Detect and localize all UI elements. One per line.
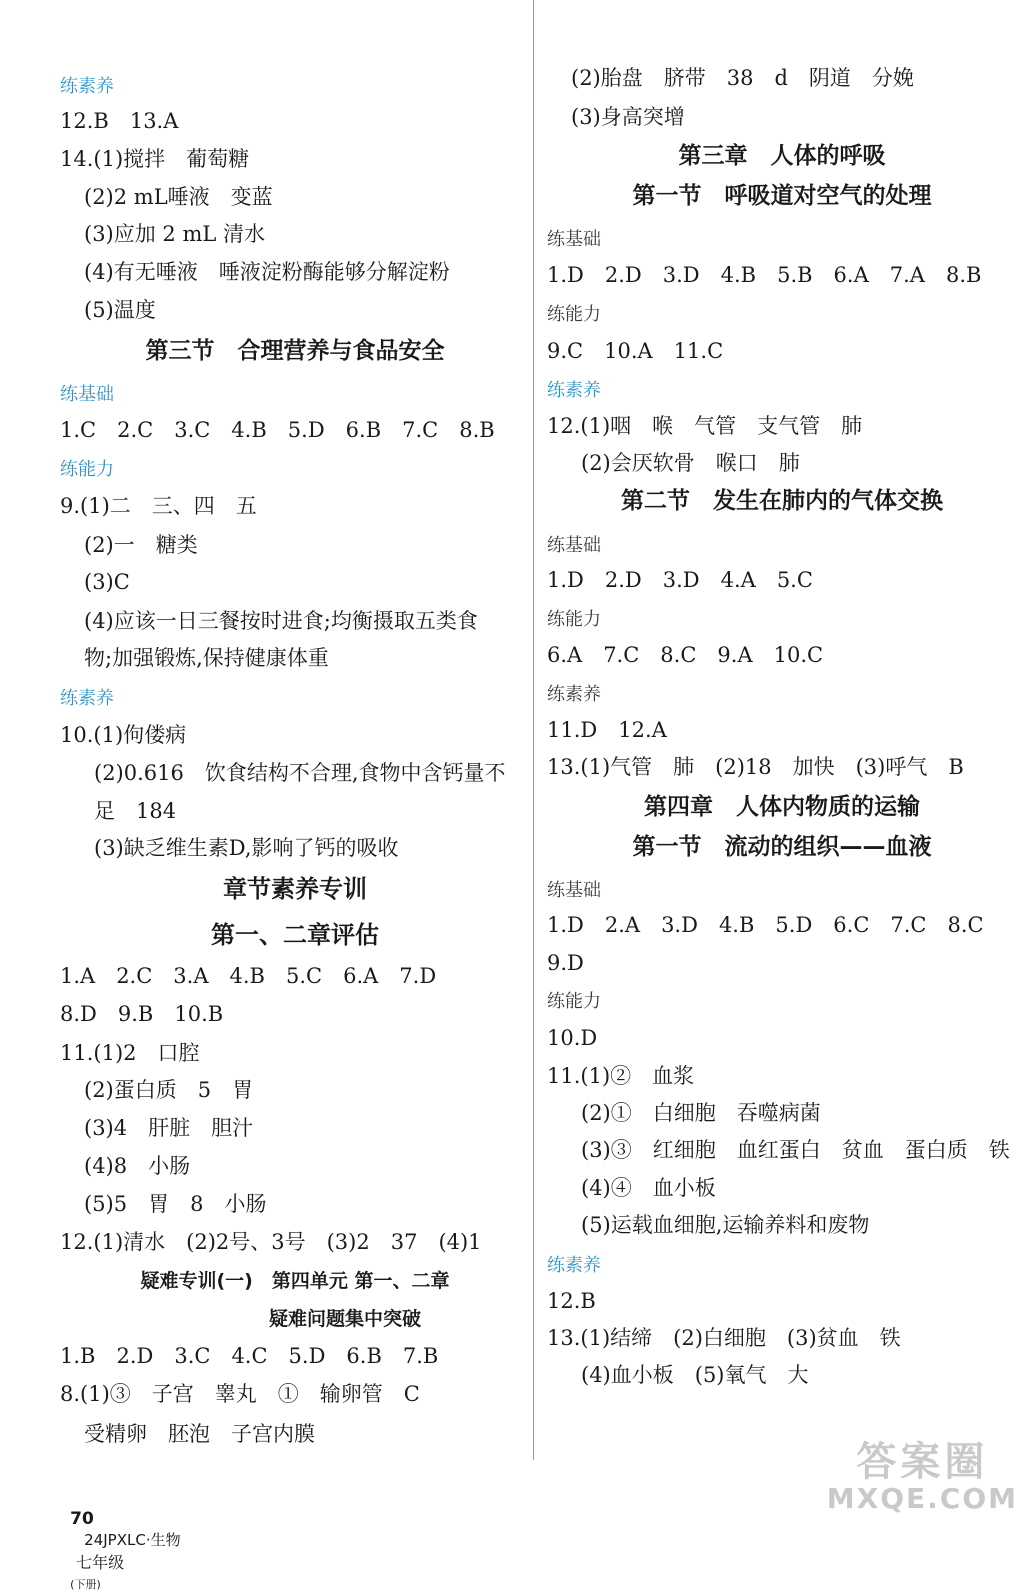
answer-line: (3)4 肝脏 胆汁 [84,1116,254,1140]
section-title: 第一节 呼吸道对空气的处理 [632,183,932,209]
section-label: 练基础 [60,384,114,405]
answer-line: 足 184 [94,799,177,823]
answer-line: 受精卵 胚泡 子宫内膜 [84,1422,315,1446]
answer-line: (4)④ 血小板 [581,1176,716,1200]
answer-line: (4)血小板 (5)氧气 大 [581,1363,809,1387]
answer-line: 13.(1)气管 肺 (2)18 加快 (3)呼气 B [547,755,964,779]
answer-line: 10.D [547,1026,598,1050]
section-title: 第一节 流动的组织——血液 [632,834,932,860]
section-label: 练基础 [547,535,601,556]
answer-line: (2)蛋白质 5 胃 [84,1078,254,1102]
answer-line: (5)温度 [84,298,156,322]
section-title: 第三章 人体的呼吸 [678,143,886,169]
answer-line: 11.D 12.A [547,718,667,742]
book-code: 24JPXLC·生物 [84,1531,181,1549]
answer-line: 14.(1)搅拌 葡萄糖 [60,147,250,171]
answer-line: (2)① 白细胞 吞噬病菌 [581,1101,821,1125]
section-label: 练能力 [547,304,601,325]
section-label: 练基础 [547,229,601,250]
answer-line: 6.A 7.C 8.C 9.A 10.C [547,643,824,667]
answer-line: (5)运载血细胞,运输养料和废物 [581,1213,870,1237]
answer-line: 10.(1)佝偻病 [60,723,187,747]
answer-line: 8.(1)③ 子宫 睾丸 ① 输卵管 C [60,1382,420,1406]
answer-line: 11.(1)② 血浆 [547,1064,695,1088]
page-number: 70 [70,1509,94,1529]
answer-line: (3)③ 红细胞 血红蛋白 贫血 蛋白质 铁 [581,1138,1010,1162]
section-title: 第一、二章评估 [211,921,379,949]
answer-line: 9.D [547,951,584,975]
answer-line: (2)0.616 饮食结构不合理,食物中含钙量不 [94,761,506,785]
answer-line: (3)缺乏维生素D,影响了钙的吸收 [94,836,399,860]
section-label: 练素养 [60,688,114,709]
answer-line: 1.A 2.C 3.A 4.B 5.C 6.A 7.D [60,964,437,988]
section-title: 章节素养专训 [223,875,367,903]
answer-line: (4)应该一日三餐按时进食;均衡摄取五类食 [84,609,478,633]
grade-label: 七年级 [76,1553,125,1572]
section-label: 练基础 [547,880,601,901]
section-label: 练能力 [547,609,601,630]
watermark-logo-text: 答案圈 [856,1439,989,1485]
answer-line: 12.B 13.A [60,109,179,133]
answer-line: 11.(1)2 口腔 [60,1041,200,1065]
section-title: 第三节 合理营养与食品安全 [145,338,445,364]
section-label: 练素养 [547,684,601,705]
answer-line: 9.(1)二 三、四 五 [60,494,257,518]
answer-line: 13.(1)结缔 (2)白细胞 (3)贫血 铁 [547,1326,901,1350]
answer-line: (5)5 胃 8 小肠 [84,1192,267,1216]
section-label: 练能力 [547,991,601,1012]
section-title: 第二节 发生在肺内的气体交换 [621,488,943,514]
answer-line: (4)8 小肠 [84,1154,191,1178]
section-title: 疑难问题集中突破 [268,1308,421,1330]
answer-line: (2)胎盘 脐带 38 d 阴道 分娩 [571,66,914,90]
answer-line: 1.B 2.D 3.C 4.C 5.D 6.B 7.B [60,1344,439,1368]
answer-line: (3)C [84,570,130,594]
section-label: 练素养 [60,76,114,97]
answer-line: 1.D 2.D 3.D 4.A 5.C [547,568,813,592]
answer-line: 物;加强锻炼,保持健康体重 [84,646,329,670]
answer-line: (2)会厌软骨 喉口 肺 [581,451,800,475]
answer-line: 12.B [547,1289,596,1313]
answer-line: 12.(1)清水 (2)2号、3号 (3)2 37 (4)1 [60,1230,482,1254]
answer-line: (2)2 mL唾液 变蓝 [84,185,273,209]
section-label: 练能力 [60,459,114,480]
answer-line: (3)身高突增 [571,105,685,129]
section-title: 第四章 人体内物质的运输 [644,794,920,820]
volume-label: (下册) [70,1578,101,1591]
answer-line: 1.D 2.A 3.D 4.B 5.D 6.C 7.C 8.C [547,913,984,937]
watermark [827,1440,1018,1514]
section-label: 练素养 [547,1255,601,1276]
answer-line: 8.D 9.B 10.B [60,1002,224,1026]
watermark-url: MXQE.COM [826,1482,1018,1515]
answer-line: (4)有无唾液 唾液淀粉酶能够分解淀粉 [84,260,450,284]
section-title: 疑难专训(一) 第四单元 第一、二章 [140,1270,450,1292]
answer-line: (3)应加 2 mL 清水 [84,222,265,246]
answer-line: 9.C 10.A 11.C [547,339,724,363]
answer-line: 1.D 2.D 3.D 4.B 5.B 6.A 7.A 8.B [547,263,982,287]
section-label: 练素养 [547,380,601,401]
column-divider [533,0,534,1460]
answer-line: 12.(1)咽 喉 气管 支气管 肺 [547,414,863,438]
answer-line: (2)一 糖类 [84,533,198,557]
answer-line: 1.C 2.C 3.C 4.B 5.D 6.B 7.C 8.B [60,418,495,442]
page-footer [60,1490,181,1592]
